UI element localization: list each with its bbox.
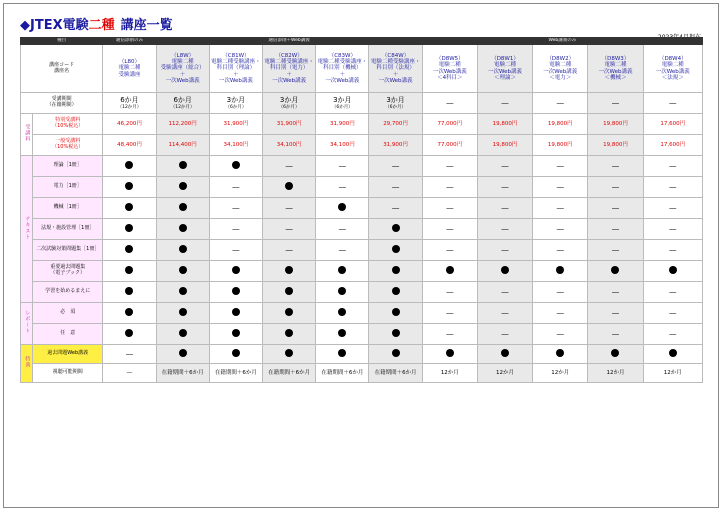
mark-cell xyxy=(533,261,588,282)
row-label: 二次試験対策問題集［1冊］ xyxy=(33,240,103,261)
mark-cell: ― xyxy=(422,198,477,219)
category-label: テキスト xyxy=(21,156,33,303)
period-cell: 在籍期間＋6か月 xyxy=(369,364,422,383)
included-mark xyxy=(179,245,187,253)
included-mark xyxy=(285,349,293,357)
row-label: 必 須 xyxy=(33,303,103,324)
price-cell: 48,400円 xyxy=(103,135,156,156)
course-code-cell: （C83W） 電験二種受験講座・ 科目別（機械） ＋ 一次Web講義 xyxy=(316,45,369,93)
course-table xyxy=(20,37,703,383)
course-code-cell: （L80） 電験二種 受験講座 xyxy=(103,45,156,93)
course-code-cell: （D8W1） 電験二種 一次Web講義 ＜理論＞ xyxy=(477,45,532,93)
mark-cell: ― xyxy=(533,156,588,177)
category-label: レポート xyxy=(21,303,33,345)
mark-cell: ― xyxy=(643,303,702,324)
mark-cell: ― xyxy=(422,240,477,261)
included-mark xyxy=(392,245,400,253)
mark-cell: ― xyxy=(477,282,532,303)
mark-cell xyxy=(422,345,477,364)
mark-cell: ― xyxy=(263,156,316,177)
included-mark xyxy=(232,287,240,295)
term-cell: 6か月 （12か月） xyxy=(103,93,156,114)
price-cell: 19,800円 xyxy=(533,135,588,156)
row-label: 一般受講料 （10%税込） xyxy=(33,135,103,156)
included-mark xyxy=(179,182,187,190)
included-mark xyxy=(338,308,346,316)
mark-cell: ― xyxy=(209,240,262,261)
period-cell: 在籍期間＋6か月 xyxy=(316,364,369,383)
term-cell: 6か月 （12か月） xyxy=(156,93,209,114)
mark-cell xyxy=(156,345,209,364)
mark-cell: ― xyxy=(533,177,588,198)
included-mark xyxy=(125,161,133,169)
term-cell: 3か月 （6か月） xyxy=(369,93,422,114)
included-mark xyxy=(285,266,293,274)
mark-cell xyxy=(533,345,588,364)
row-label: 機械［1冊］ xyxy=(33,198,103,219)
period-cell: 12か月 xyxy=(588,364,643,383)
included-mark xyxy=(232,349,240,357)
course-code-cell: （D8W5） 電験二種 一次Web講義 ＜4科目＞ xyxy=(422,45,477,93)
mark-cell: ― xyxy=(477,324,532,345)
term-cell: 3か月 （6か月） xyxy=(316,93,369,114)
row-label: 講座コード 講座名 xyxy=(21,45,103,93)
included-mark xyxy=(392,266,400,274)
included-mark xyxy=(125,245,133,253)
included-mark xyxy=(125,224,133,232)
mark-cell xyxy=(156,219,209,240)
mark-cell: ― xyxy=(477,303,532,324)
mark-cell xyxy=(209,345,262,364)
mark-cell: ― xyxy=(533,282,588,303)
mark-cell: ― xyxy=(643,324,702,345)
included-mark xyxy=(285,182,293,190)
included-mark xyxy=(338,287,346,295)
mark-cell xyxy=(316,303,369,324)
mark-cell: ― xyxy=(263,219,316,240)
mark-cell: ― xyxy=(588,282,643,303)
mark-cell: ― xyxy=(422,219,477,240)
mark-cell xyxy=(643,345,702,364)
mark-cell: ― xyxy=(643,282,702,303)
included-mark xyxy=(125,203,133,211)
mark-cell xyxy=(369,282,422,303)
price-cell: 77,000円 xyxy=(422,114,477,135)
mark-cell xyxy=(156,324,209,345)
period-cell: 在籍期間＋6か月 xyxy=(209,364,262,383)
mark-cell: ― xyxy=(422,303,477,324)
price-cell: 19,800円 xyxy=(477,135,532,156)
row-label: 法規・施設管理［1冊］ xyxy=(33,219,103,240)
mark-cell: ― xyxy=(533,219,588,240)
row-label: 特別受講料 （10%税込） xyxy=(33,114,103,135)
mark-cell: ― xyxy=(643,219,702,240)
included-mark xyxy=(285,329,293,337)
price-cell: 31,900円 xyxy=(209,114,262,135)
mark-cell: ― xyxy=(209,177,262,198)
mark-cell xyxy=(156,303,209,324)
price-cell: 19,800円 xyxy=(533,114,588,135)
included-mark xyxy=(611,266,619,274)
term-cell: ― xyxy=(588,93,643,114)
mark-cell: ― xyxy=(588,177,643,198)
mark-cell xyxy=(156,156,209,177)
term-cell: ― xyxy=(533,93,588,114)
row-label: 重要過去問題集 （電子ブック） xyxy=(33,261,103,282)
mark-cell: ― xyxy=(316,219,369,240)
included-mark xyxy=(556,349,564,357)
price-cell: 19,800円 xyxy=(588,135,643,156)
mark-cell xyxy=(477,261,532,282)
price-cell: 34,100円 xyxy=(316,135,369,156)
included-mark xyxy=(338,266,346,274)
mark-cell: ― xyxy=(477,177,532,198)
included-mark xyxy=(611,349,619,357)
period-cell: 12か月 xyxy=(533,364,588,383)
mark-cell xyxy=(103,261,156,282)
mark-cell xyxy=(103,177,156,198)
price-cell: 77,000円 xyxy=(422,135,477,156)
included-mark xyxy=(338,329,346,337)
price-cell: 114,400円 xyxy=(156,135,209,156)
mark-cell: ― xyxy=(209,219,262,240)
row-label: 受講期間 （在籍期間） xyxy=(21,93,103,114)
mark-cell xyxy=(369,345,422,364)
mark-cell xyxy=(156,240,209,261)
mark-cell: ― xyxy=(477,156,532,177)
period-cell: 在籍期間＋6か月 xyxy=(156,364,209,383)
mark-cell xyxy=(103,324,156,345)
term-cell: ― xyxy=(643,93,702,114)
price-cell: 17,600円 xyxy=(643,114,702,135)
mark-cell xyxy=(103,219,156,240)
included-mark xyxy=(338,203,346,211)
mark-cell xyxy=(263,177,316,198)
course-code-cell: （C81W） 電験二種受験講座・ 科目別（理論） ＋ 一次Web講義 xyxy=(209,45,262,93)
included-mark xyxy=(179,224,187,232)
included-mark xyxy=(392,329,400,337)
mark-cell: ― xyxy=(369,177,422,198)
included-mark xyxy=(338,349,346,357)
mark-cell: ― xyxy=(422,282,477,303)
mark-cell: ― xyxy=(588,240,643,261)
mark-cell xyxy=(369,261,422,282)
mark-cell: ― xyxy=(533,324,588,345)
mark-cell xyxy=(156,282,209,303)
period-cell: ― xyxy=(103,364,156,383)
mark-cell xyxy=(103,303,156,324)
mark-cell: ― xyxy=(533,198,588,219)
row-label: 学習を始めるまえに xyxy=(33,282,103,303)
header-group-cell: 通信添削のみ xyxy=(103,38,156,45)
course-code-cell: （D8W2） 電験二種 一次Web講義 ＜電力＞ xyxy=(533,45,588,93)
mark-cell: ― xyxy=(588,198,643,219)
mark-cell xyxy=(588,261,643,282)
price-cell: 19,800円 xyxy=(588,114,643,135)
mark-cell xyxy=(156,177,209,198)
mark-cell xyxy=(209,261,262,282)
mark-cell xyxy=(263,303,316,324)
mark-cell xyxy=(316,324,369,345)
mark-cell xyxy=(103,240,156,261)
price-cell: 46,200円 xyxy=(103,114,156,135)
mark-cell: ― xyxy=(422,177,477,198)
included-mark xyxy=(285,308,293,316)
mark-cell xyxy=(263,261,316,282)
included-mark xyxy=(669,266,677,274)
mark-cell xyxy=(263,324,316,345)
included-mark xyxy=(446,349,454,357)
mark-cell xyxy=(156,261,209,282)
price-cell: 31,900円 xyxy=(369,135,422,156)
mark-cell xyxy=(103,282,156,303)
included-mark xyxy=(556,266,564,274)
included-mark xyxy=(232,161,240,169)
included-mark xyxy=(392,224,400,232)
mark-cell: ― xyxy=(533,240,588,261)
included-mark xyxy=(392,349,400,357)
included-mark xyxy=(669,349,677,357)
mark-cell: ― xyxy=(422,324,477,345)
mark-cell xyxy=(316,282,369,303)
mark-cell xyxy=(103,198,156,219)
included-mark xyxy=(179,329,187,337)
term-cell: ― xyxy=(422,93,477,114)
mark-cell: ― xyxy=(477,240,532,261)
row-label: 理論［1冊］ xyxy=(33,156,103,177)
period-cell: 12か月 xyxy=(477,364,532,383)
mark-cell: ― xyxy=(209,198,262,219)
category-label: 特典 xyxy=(21,345,33,383)
included-mark xyxy=(179,203,187,211)
header-group-cell: 種目 xyxy=(21,38,103,45)
term-cell: ― xyxy=(477,93,532,114)
price-cell: 34,100円 xyxy=(209,135,262,156)
mark-cell: ― xyxy=(316,240,369,261)
row-label: 電力［1冊］ xyxy=(33,177,103,198)
mark-cell: ― xyxy=(103,345,156,364)
mark-cell xyxy=(369,303,422,324)
mark-cell: ― xyxy=(263,198,316,219)
mark-cell: ― xyxy=(588,303,643,324)
mark-cell xyxy=(316,345,369,364)
mark-cell: ― xyxy=(477,198,532,219)
period-cell: 12か月 xyxy=(643,364,702,383)
included-mark xyxy=(501,266,509,274)
included-mark xyxy=(392,308,400,316)
included-mark xyxy=(125,329,133,337)
mark-cell: ― xyxy=(533,303,588,324)
included-mark xyxy=(179,349,187,357)
included-mark xyxy=(179,287,187,295)
header-row xyxy=(21,38,703,45)
mark-cell: ― xyxy=(643,198,702,219)
mark-cell xyxy=(263,282,316,303)
included-mark xyxy=(125,266,133,274)
mark-cell: ― xyxy=(643,177,702,198)
included-mark xyxy=(125,308,133,316)
included-mark xyxy=(232,266,240,274)
mark-cell: ― xyxy=(588,219,643,240)
mark-cell: ― xyxy=(643,156,702,177)
term-cell: 3か月 （6か月） xyxy=(263,93,316,114)
period-cell: 12か月 xyxy=(422,364,477,383)
included-mark xyxy=(285,287,293,295)
term-cell: 3か月 （6か月） xyxy=(209,93,262,114)
mark-cell xyxy=(369,219,422,240)
mark-cell xyxy=(369,240,422,261)
price-cell: 31,900円 xyxy=(263,114,316,135)
included-mark xyxy=(179,161,187,169)
mark-cell xyxy=(209,324,262,345)
mark-cell xyxy=(103,156,156,177)
included-mark xyxy=(125,182,133,190)
price-cell: 112,200円 xyxy=(156,114,209,135)
price-cell: 19,800円 xyxy=(477,114,532,135)
page-title: ◆JTEX電験二種 講座一覧 xyxy=(20,18,173,33)
mark-cell xyxy=(588,345,643,364)
mark-cell xyxy=(209,282,262,303)
category-label: 受講料 xyxy=(21,114,33,156)
price-cell: 34,100円 xyxy=(263,135,316,156)
course-code-cell: （D8W3） 電験二種 一次Web講義 ＜機械＞ xyxy=(588,45,643,93)
included-mark xyxy=(179,266,187,274)
mark-cell xyxy=(369,324,422,345)
mark-cell xyxy=(209,156,262,177)
mark-cell: ― xyxy=(369,198,422,219)
mark-cell: ― xyxy=(263,240,316,261)
included-mark xyxy=(232,329,240,337)
row-label: 過去問題Web講義 xyxy=(33,345,103,364)
mark-cell xyxy=(156,198,209,219)
included-mark xyxy=(125,287,133,295)
price-cell: 17,600円 xyxy=(643,135,702,156)
mark-cell: ― xyxy=(588,156,643,177)
row-label: 任 意 xyxy=(33,324,103,345)
mark-cell: ― xyxy=(316,156,369,177)
course-code-cell: （L8W） 電験二種 受験講座（総合） ＋ 一次Web講義 xyxy=(156,45,209,93)
row-label: 視聴可能期間 xyxy=(33,364,103,383)
mark-cell: ― xyxy=(422,156,477,177)
price-cell: 31,900円 xyxy=(316,114,369,135)
price-cell: 29,700円 xyxy=(369,114,422,135)
mark-cell xyxy=(643,261,702,282)
mark-cell: ― xyxy=(369,156,422,177)
included-mark xyxy=(179,308,187,316)
mark-cell xyxy=(316,198,369,219)
included-mark xyxy=(501,349,509,357)
mark-cell: ― xyxy=(316,177,369,198)
period-cell: 在籍期間＋6か月 xyxy=(263,364,316,383)
included-mark xyxy=(232,308,240,316)
mark-cell xyxy=(263,345,316,364)
mark-cell: ― xyxy=(643,240,702,261)
course-code-cell: （C84W） 電験二種受験講座・ 科目別（法規） ＋ 一次Web講義 xyxy=(369,45,422,93)
mark-cell: ― xyxy=(588,324,643,345)
mark-cell xyxy=(477,345,532,364)
mark-cell xyxy=(209,303,262,324)
mark-cell xyxy=(422,261,477,282)
header-group-cell: 通信添削＋Web講義 xyxy=(156,38,422,45)
header-group-cell: Web講義のみ xyxy=(422,38,702,45)
included-mark xyxy=(392,287,400,295)
included-mark xyxy=(446,266,454,274)
course-code-cell: （D8W4） 電験二種 一次Web講義 ＜法規＞ xyxy=(643,45,702,93)
course-code-cell: （C82W） 電験二種受験講座・ 科目別（電力） ＋ 一次Web講義 xyxy=(263,45,316,93)
mark-cell xyxy=(316,261,369,282)
mark-cell: ― xyxy=(477,219,532,240)
